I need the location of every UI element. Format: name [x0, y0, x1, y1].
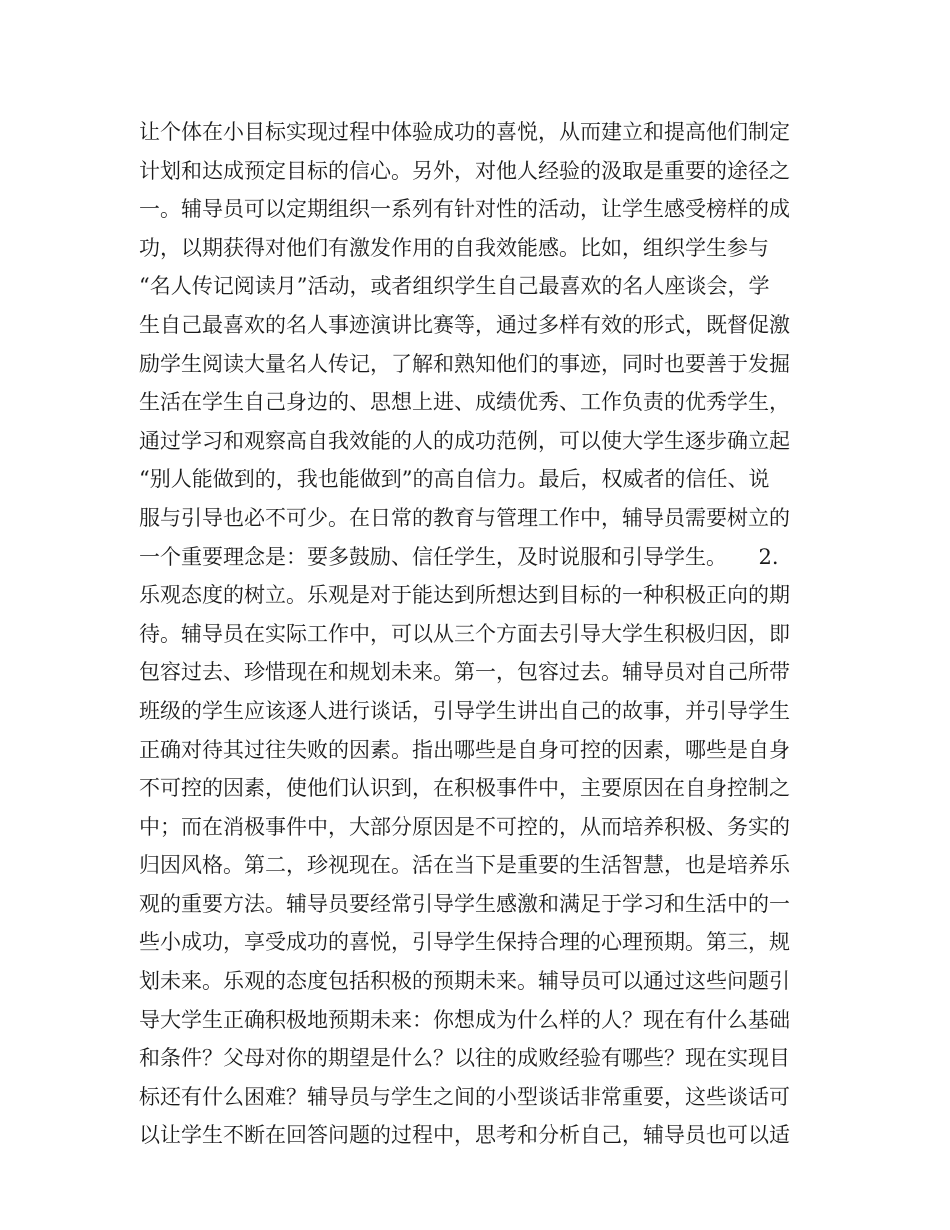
text-line: 励学生阅读大量名人传记，了解和熟知他们的事迹，同时也要善于发掘 [139, 351, 790, 376]
text-line: 些小成功，享受成功的喜悦，引导学生保持合理的心理预期。第三，规 [139, 930, 790, 955]
text-line: 计划和达成预定目标的信心。另外，对他人经验的汲取是重要的途径之 [139, 158, 790, 183]
text-line: 一。辅导员可以定期组织一系列有针对性的活动，让学生感受榜样的成 [139, 197, 790, 222]
text-line: 班级的学生应该逐人进行谈话，引导学生讲出自己的故事，并引导学生 [139, 698, 790, 723]
text-line: 导大学生正确积极地预期未来：你想成为什么样的人？现在有什么基础 [139, 1007, 790, 1032]
text-line: 不可控的因素，使他们认识到，在积极事件中，主要原因在自身控制之 [139, 776, 790, 801]
text-line: 和条件？父母对你的期望是什么？以往的成败经验有哪些？现在实现目 [139, 1046, 790, 1071]
text-line: 正确对待其过往失败的因素。指出哪些是自身可控的因素，哪些是自身 [139, 737, 790, 762]
text-line: 待。辅导员在实际工作中，可以从三个方面去引导大学生积极归因，即 [139, 621, 790, 646]
text-line: 以让学生不断在回答问题的过程中，思考和分析自己，辅导员也可以适 [139, 1123, 790, 1148]
text-line: 划未来。乐观的态度包括积极的预期未来。辅导员可以通过这些问题引 [139, 969, 790, 994]
text-line: 通过学习和观察高自我效能的人的成功范例，可以使大学生逐步确立起 [139, 428, 790, 453]
text-line: 让个体在小目标实现过程中体验成功的喜悦，从而建立和提高他们制定 [139, 120, 790, 144]
text-line: “名人传记阅读月”活动，或者组织学生自己最喜欢的名人座谈会，学 [139, 274, 770, 299]
text-line: 服与引导也必不可少。在日常的教育与管理工作中，辅导员需要树立的 [139, 505, 790, 530]
text-line: 中；而在消极事件中，大部分原因是不可控的，从而培养积极、务实的 [139, 814, 790, 839]
text-line: 生自己最喜欢的名人事迹演讲比赛等，通过多样有效的形式，既督促激 [139, 312, 790, 337]
text-line: 包容过去、珍惜现在和规划未来。第一，包容过去。辅导员对自己所带 [139, 660, 790, 685]
text-line: 归因风格。第二，珍视现在。活在当下是重要的生活智慧，也是培养乐 [139, 853, 790, 878]
text-line: 观的重要方法。辅导员要经常引导学生感激和满足于学习和生活中的一 [139, 891, 790, 916]
text-line: 功，以期获得对他们有激发作用的自我效能感。比如，组织学生参与 [139, 235, 769, 260]
text-line: 一个重要理念是：要多鼓励、信任学生，及时说服和引导学生。 2. [139, 544, 779, 569]
text-line: “别人能做到的，我也能做到”的高自信力。最后，权威者的信任、说 [139, 467, 770, 492]
text-line: 乐观态度的树立。乐观是对于能达到所想达到目标的一种积极正向的期 [139, 583, 790, 608]
text-line: 生活在学生自己身边的、思想上进、成绩优秀、工作负责的优秀学生， [139, 390, 790, 415]
body-text [139, 113, 819, 1155]
text-line: 标还有什么困难？辅导员与学生之间的小型谈话非常重要，这些谈话可 [139, 1084, 790, 1109]
